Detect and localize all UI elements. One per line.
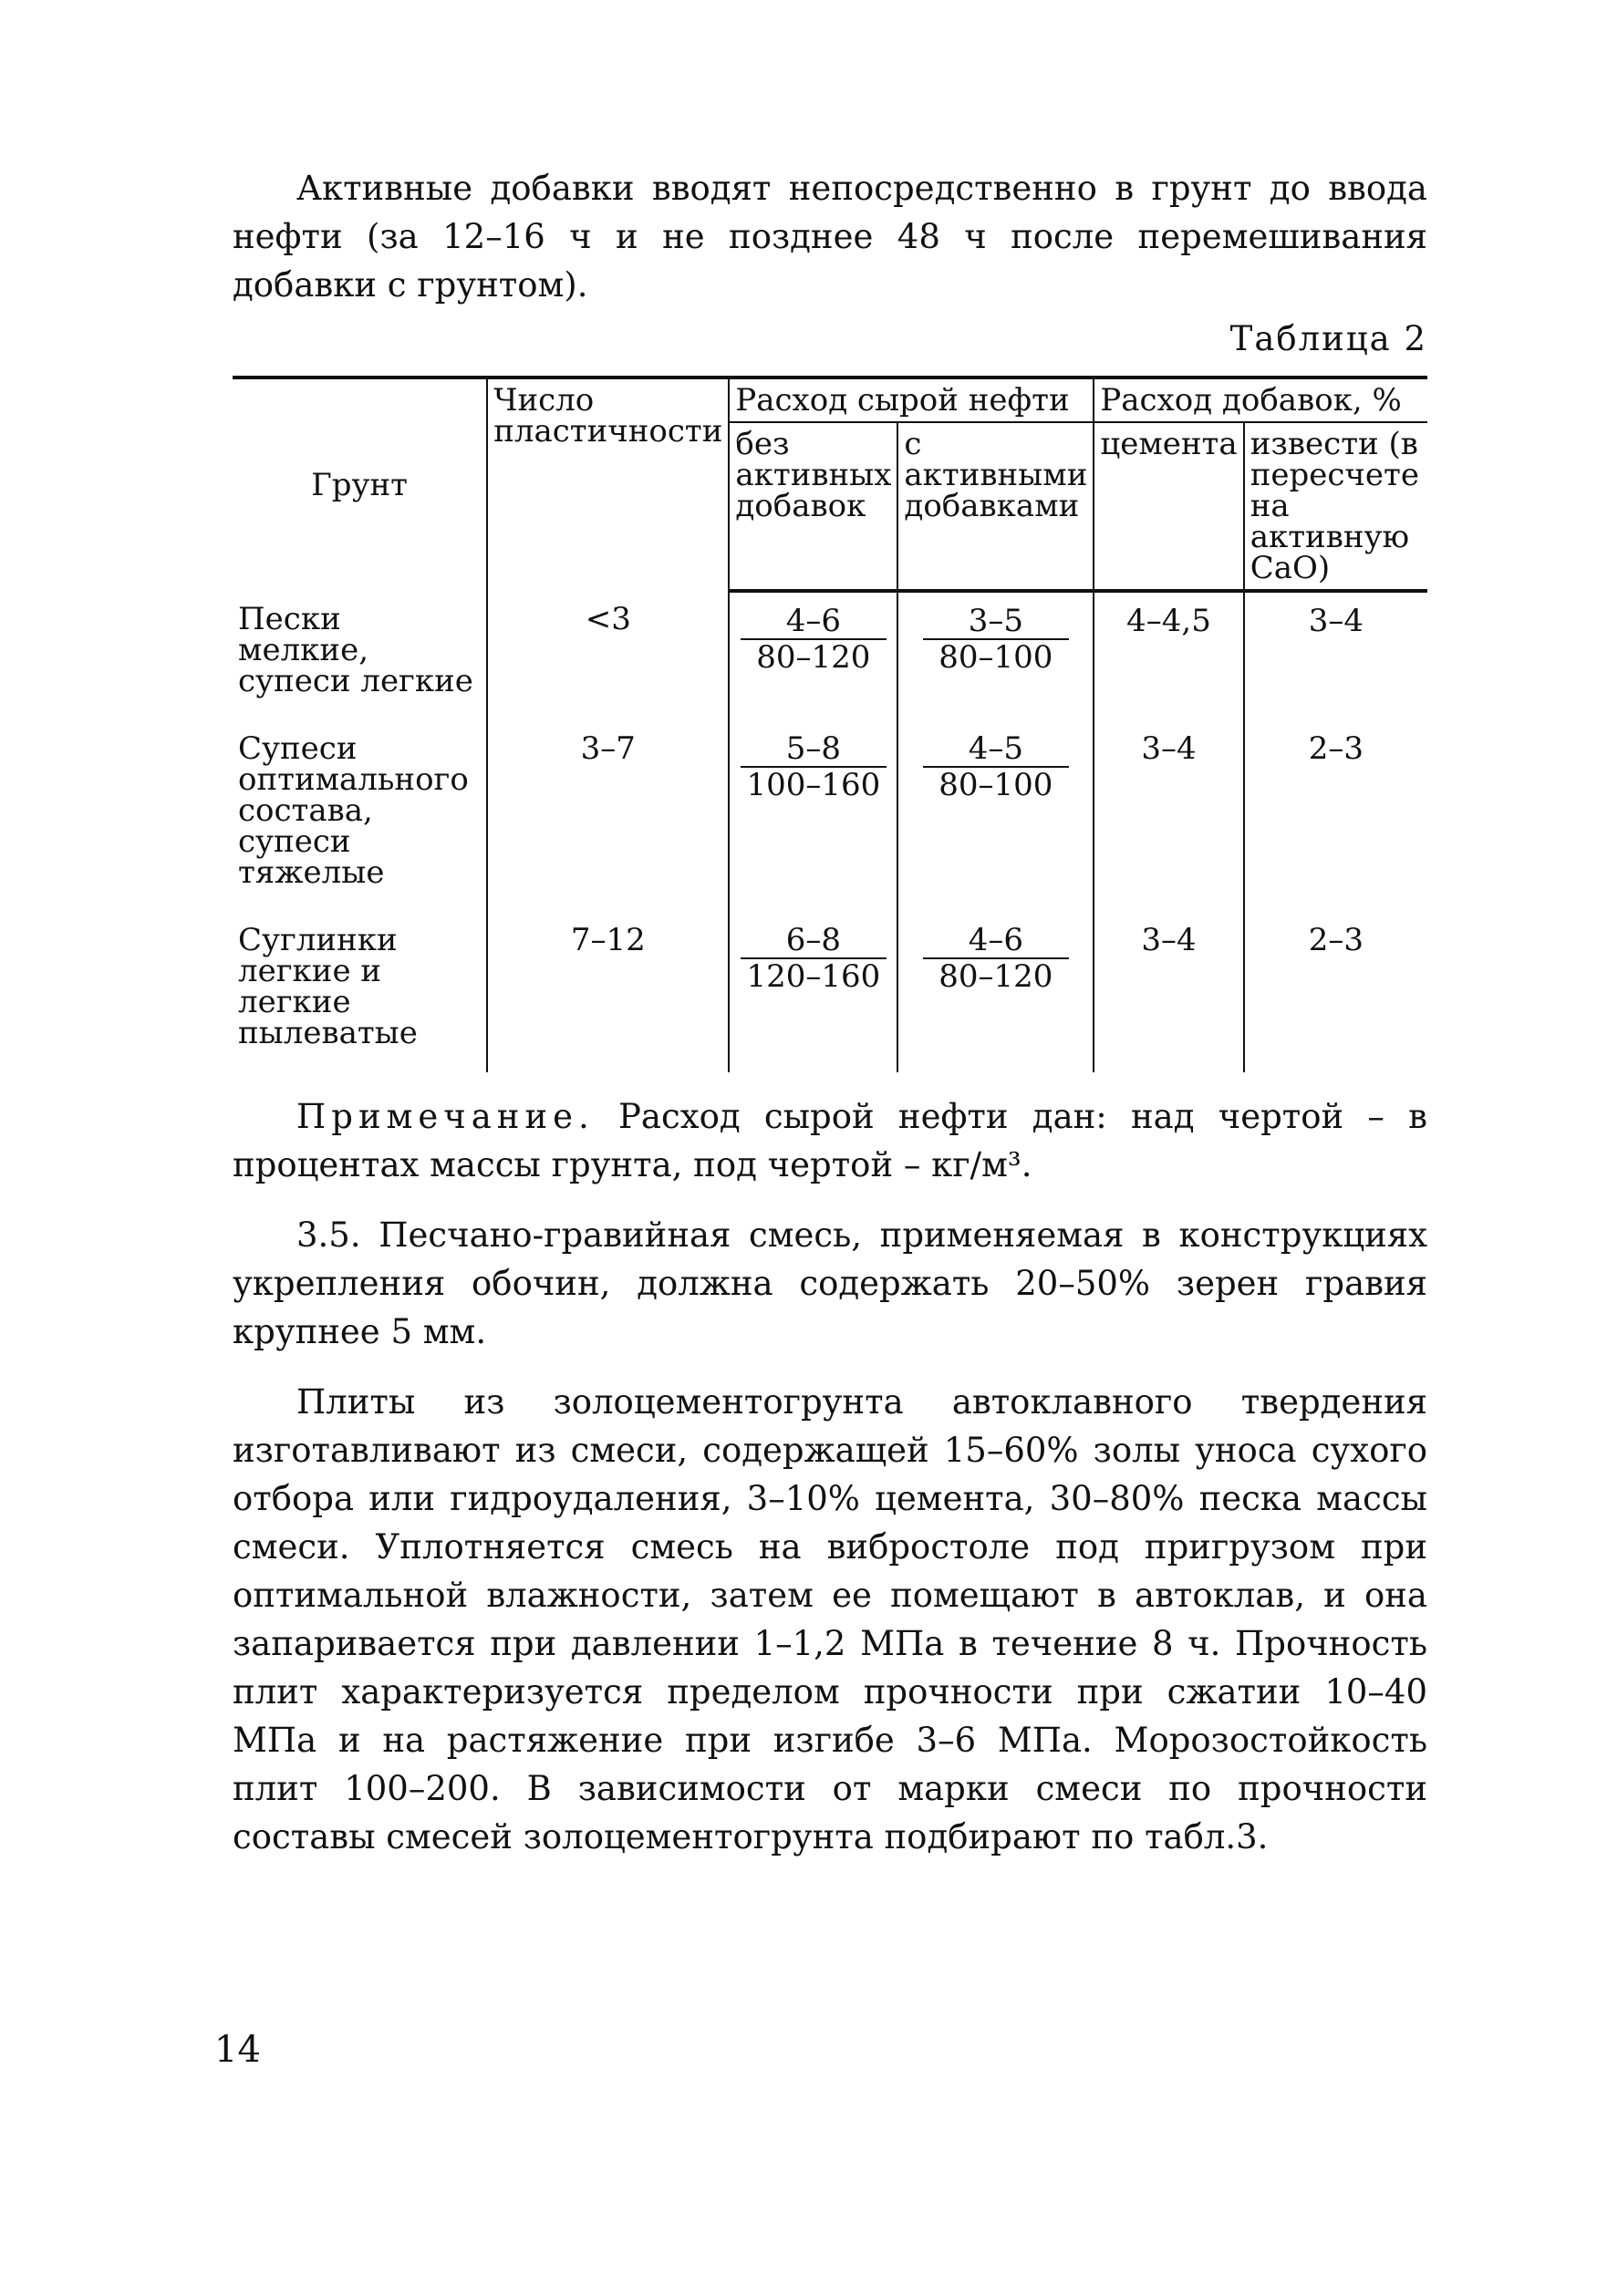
plates-paragraph: Плиты из золоцементогрунта автоклавного твердения изготавливают из смеси, содержащей 15–60% золы уноса сухого отбора или гидроудаления, 3–10% цемента, 30–80% песка массы смеси. Уплотняется смесь на вибростоле под пригрузом при оптимальной влажности, затем ее помещают в автоклав, и она запаривается при давлении 1–1,2 МПа в течение 8 ч. Прочность плит характеризуется пределом прочности при сжатии 10–40 МПа и на растяжение при изгибе 3–6 МПа. Морозостойкость плит 100–200. В зависимости от марки смеси по прочности составы смесей золоцементогрунта подбирают по табл.3. bbox=[233, 1382, 1427, 1856]
cell-plasticity: 7–12 bbox=[487, 912, 729, 1072]
fraction-bottom: 80–120 bbox=[756, 639, 871, 676]
fraction-top: 3–5 bbox=[923, 605, 1069, 640]
fraction-top: 4–5 bbox=[923, 733, 1069, 768]
cell-soil: Суглинки легкие и легкие пылеватые bbox=[238, 922, 418, 1051]
fraction-bottom: 80–100 bbox=[938, 639, 1053, 676]
note-label: Примечание. bbox=[296, 1097, 595, 1136]
header-cement: цемента bbox=[1094, 422, 1243, 591]
fraction-oil-with bbox=[923, 730, 1069, 803]
cell-soil: Супеси оптимального состава, супеси тяжелые bbox=[238, 730, 469, 891]
header-oil-with: с активными добавками bbox=[897, 422, 1094, 591]
table-row bbox=[233, 591, 1427, 720]
table-note bbox=[233, 1092, 1427, 1189]
header-additives-group: Расход добавок, % bbox=[1094, 377, 1427, 422]
fraction-top: 6–8 bbox=[741, 925, 887, 959]
header-oil-group: Расход сырой нефти bbox=[729, 377, 1094, 422]
fraction-top: 5–8 bbox=[741, 733, 887, 768]
fraction-oil-with bbox=[923, 922, 1069, 995]
header-oil-without: без активных добавок bbox=[729, 422, 897, 591]
header-plasticity: Число пластичности bbox=[487, 377, 729, 591]
intro-paragraph: Активные добавки вводят непосредственно в грунт до ввода нефти (за 12–16 ч и не позднее 48 ч после перемешивания добавки с грунтом). bbox=[233, 169, 1427, 305]
page-number: 14 bbox=[214, 2029, 261, 2071]
header-soil: Грунт bbox=[233, 377, 487, 591]
note-text: Расход сырой нефти дан: над чертой – в процентах массы грунта, под чертой – кг/м³. bbox=[233, 1097, 1427, 1184]
table-row bbox=[233, 720, 1427, 912]
fraction-oil-without bbox=[741, 603, 887, 676]
cell-soil: Пески мелкие, супеси легкие bbox=[238, 601, 473, 699]
cell-plasticity: 3–7 bbox=[487, 720, 729, 912]
cell-cement: 4–4,5 bbox=[1094, 591, 1243, 720]
fraction-bottom: 80–100 bbox=[938, 767, 1053, 803]
cell-cement: 3–4 bbox=[1094, 720, 1243, 912]
header-lime: извести (в пересчете на активную CaO) bbox=[1244, 422, 1427, 591]
fraction-top: 4–6 bbox=[923, 925, 1069, 959]
table-2 bbox=[233, 376, 1427, 1072]
fraction-oil-without bbox=[741, 922, 887, 995]
fraction-bottom: 80–120 bbox=[938, 958, 1053, 995]
fraction-bottom: 120–160 bbox=[746, 958, 881, 995]
page-content bbox=[233, 164, 1427, 1861]
fraction-top: 4–6 bbox=[741, 605, 887, 640]
table-row bbox=[233, 912, 1427, 1072]
section-3-5-paragraph: 3.5. Песчано-гравийная смесь, применяемая в конструкциях укрепления обочин, должна содержать 20–50% зерен гравия крупнее 5 мм. bbox=[233, 1215, 1427, 1351]
fraction-bottom: 100–160 bbox=[746, 767, 881, 803]
cell-lime: 2–3 bbox=[1244, 912, 1427, 1072]
fraction-oil-with bbox=[923, 603, 1069, 676]
fraction-oil-without bbox=[741, 730, 887, 803]
table-caption: Таблица 2 bbox=[1229, 319, 1427, 358]
cell-lime: 3–4 bbox=[1244, 591, 1427, 720]
cell-lime: 2–3 bbox=[1244, 720, 1427, 912]
cell-cement: 3–4 bbox=[1094, 912, 1243, 1072]
cell-plasticity: <3 bbox=[487, 591, 729, 720]
